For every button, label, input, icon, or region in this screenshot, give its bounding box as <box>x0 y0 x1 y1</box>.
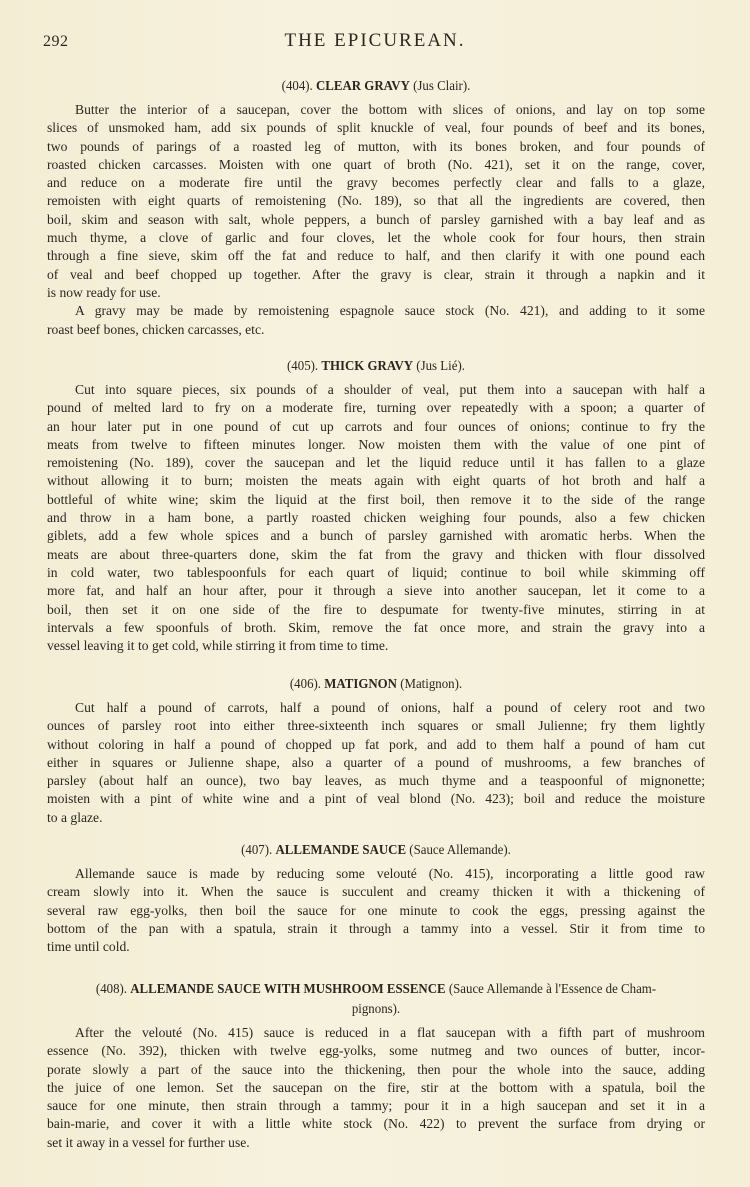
text-line: of veal and beef chopped up together. After the gravy is clear, strain it through a napkin and it <box>47 266 705 282</box>
recipe-french-title: (Jus Clair). <box>413 79 471 94</box>
text-line: much thyme, a clove of garlic and four cloves, let the whole cook for four hours, then strain <box>47 230 705 246</box>
recipe-french-title: (Sauce Allemande à l'Essence de Cham- <box>448 982 657 997</box>
text-line: cream slowly into it. When the sauce is succulent and creamy thicken it with a thickening of <box>47 884 705 900</box>
text-line: essence (No. 392), thicken with twelve egg-yolks, some nutmeg and two ounces of butter, incor- <box>47 1043 705 1059</box>
text-line: in cold water, two tablespoonfuls for each quart of liquid; continue to boil while skimming off <box>47 564 705 580</box>
text-line: without allowing it to burn; moisten the meats again with eight quarts of hot broth and half a <box>47 473 705 489</box>
text-line: bottom of the pan with a spatula, strain it through a tammy into a vessel. Stir it from time to <box>47 920 705 936</box>
text-line: boil, then set it on one side of the fire to despumate for twenty-five minutes, stirring in at <box>47 601 705 617</box>
recipe-number: (408). <box>95 982 128 997</box>
text-line: giblets, add a few whole spices and a bunch of parsley garnished with aromatic herbs. When the <box>47 528 705 544</box>
text-line: set it away in a vessel for further use. <box>47 1134 250 1150</box>
recipe-number: (406). <box>289 677 322 692</box>
text-line: Butter the interior of a saucepan, cover the bottom with slices of onions, and lay on top some <box>75 102 705 117</box>
text-line: roasted chicken carcasses. Moisten with one quart of broth (No. 421), set it on the range, cover, <box>47 156 705 172</box>
recipe-title: ALLEMANDE SAUCE WITH MUSHROOM ESSENCE <box>130 982 446 997</box>
recipe-section <box>47 357 705 655</box>
recipe-heading <box>73 980 678 1000</box>
text-line: either in squares or Julienne shape, also a quarter of a pound of mushrooms, a few branches of <box>47 754 705 770</box>
text-line: and reduce on a moderate fire until the gravy becomes perfectly clear and falls to a glaze, <box>47 175 705 191</box>
text-line: through a fine sieve, skim off the fat and reduce to half, and then clarify it with one pound each <box>47 248 705 264</box>
recipe-french-title: (Jus Lié). <box>416 359 465 374</box>
page-number: 292 <box>43 33 69 50</box>
text-line: is now ready for use. <box>47 284 161 300</box>
recipe-heading <box>73 675 678 695</box>
text-line: vessel leaving it to get cold, while stirring it from time to time. <box>47 638 389 654</box>
recipe-french-title: pignons). <box>351 1002 401 1017</box>
text-line: to a glaze. <box>47 809 103 825</box>
recipe-heading <box>73 841 678 861</box>
paragraph <box>47 381 705 655</box>
text-line: Cut into square pieces, six pounds of a shoulder of veal, put them into a saucepan with half a <box>75 382 705 397</box>
paragraph <box>47 302 705 339</box>
text-line: and throw in a ham bone, a partly roasted chicken weighing four pounds, also a few chicken <box>47 510 705 526</box>
recipe-section <box>47 675 705 827</box>
text-line: boil, skim and season with salt, whole peppers, a bunch of parsley garnished with a bay leaf and as <box>47 211 705 227</box>
text-line: Cut half a pound of carrots, half a pound of onions, half a pound of celery root and two <box>75 700 705 715</box>
text-line: bain-marie, and cover it with a little white stock (No. 422) to prevent the surface from drying or <box>47 1116 705 1132</box>
recipe-heading <box>73 357 678 377</box>
text-line: intervals a few spoonfuls of broth. Skim, remove the fat once more, and strain the gravy into a <box>47 619 705 635</box>
text-line: A gravy may be made by remoistening espagnole sauce stock (No. 421), and adding to it some <box>75 303 705 319</box>
text-line: several raw egg-yolks, then boil the sauce for one minute to cook the eggs, pressing against the <box>47 902 705 918</box>
paragraph <box>47 1024 705 1152</box>
text-line: slices of unsmoked ham, add six pounds of split knuckle of veal, four pounds of beef and its bones, <box>47 120 705 136</box>
recipe-french-title: (Matignon). <box>400 677 463 692</box>
text-line: meats are about three-quarters done, skim the fat from the gravy and thicken with flour dissolved <box>47 546 705 562</box>
text-line: meats from twelve to fifteen minutes longer. Now moisten them with the value of one pint of <box>47 436 705 452</box>
text-line: more fat, and half an hour after, pour it through a sieve into another saucepan, let it come to a <box>47 583 705 599</box>
text-line: remoistening (No. 189), cover the saucepan and let the liquid reduce until it has fallen to a glaze <box>47 455 705 471</box>
text-line: time until cold. <box>47 939 130 955</box>
recipe-heading <box>73 1000 678 1020</box>
recipe-heading <box>73 77 678 97</box>
recipe-title: THICK GRAVY <box>321 359 414 374</box>
text-line: sauce for one minute, then strain through a tammy; pour it in a high saucepan and set it in a <box>47 1098 705 1114</box>
text-line: bottleful of white wine; skim the liquid at the first boil, then remove it to the side of the range <box>47 491 705 507</box>
paragraph <box>47 865 705 956</box>
paragraph <box>47 101 705 302</box>
running-title: THE EPICUREAN. <box>284 30 466 51</box>
recipe-number: (405). <box>287 359 319 374</box>
text-line: After the velouté (No. 415) sauce is reduced in a flat saucepan with a fifth part of mushroom <box>75 1025 705 1040</box>
text-line: moisten with a pint of white wine and a pint of veal blond (No. 423); boil and reduce the moisture <box>47 791 705 807</box>
paragraph <box>47 699 705 827</box>
text-line: parsley (about half an ounce), two bay leaves, as much thyme and a teaspoonful of mignonette; <box>47 773 705 789</box>
recipe-number: (407). <box>241 843 273 858</box>
text-line: Allemande sauce is made by reducing some velouté (No. 415), incorporating a little good raw <box>75 866 705 881</box>
recipe-title: MATIGNON <box>324 677 397 692</box>
recipe-french-title: (Sauce Allemande). <box>409 843 511 858</box>
recipe-title: CLEAR GRAVY <box>315 79 410 94</box>
recipe-title: ALLEMANDE SAUCE <box>275 843 407 858</box>
text-line: roast beef bones, chicken carcasses, etc. <box>47 321 265 337</box>
text-line: two pounds of parings of a roasted leg of mutton, with its bones broken, and four pounds of <box>47 138 705 154</box>
text-line: the juice of one lemon. Set the saucepan on the fire, stir at the bottom with a spatula, boil the <box>47 1079 705 1095</box>
text-line: ounces of parsley root into either three-sixteenth inch squares or small Julienne; fry them lightly <box>47 718 705 734</box>
recipe-number: (404). <box>281 79 313 94</box>
recipe-section <box>47 980 705 1152</box>
recipe-section <box>47 841 705 956</box>
text-line: porate slowly a part of the sauce into the thickening, then pour the whole into the sauce, adding <box>47 1061 705 1077</box>
text-line: remoisten with eight quarts of remoistening (No. 189), so that all the ingredients are covered, then <box>47 193 705 209</box>
text-line: an hour later put in one pound of cut up carrots and four ounces of onions; continue to fry the <box>47 418 705 434</box>
recipe-section <box>47 77 705 339</box>
text-line: without coloring in half a pound of chopped up fat pork, and add to them half a pound of ham cut <box>47 736 705 752</box>
text-line: pound of melted lard to fry on a moderate fire, turning over repeatedly with a spoon; a quarter of <box>47 400 705 416</box>
